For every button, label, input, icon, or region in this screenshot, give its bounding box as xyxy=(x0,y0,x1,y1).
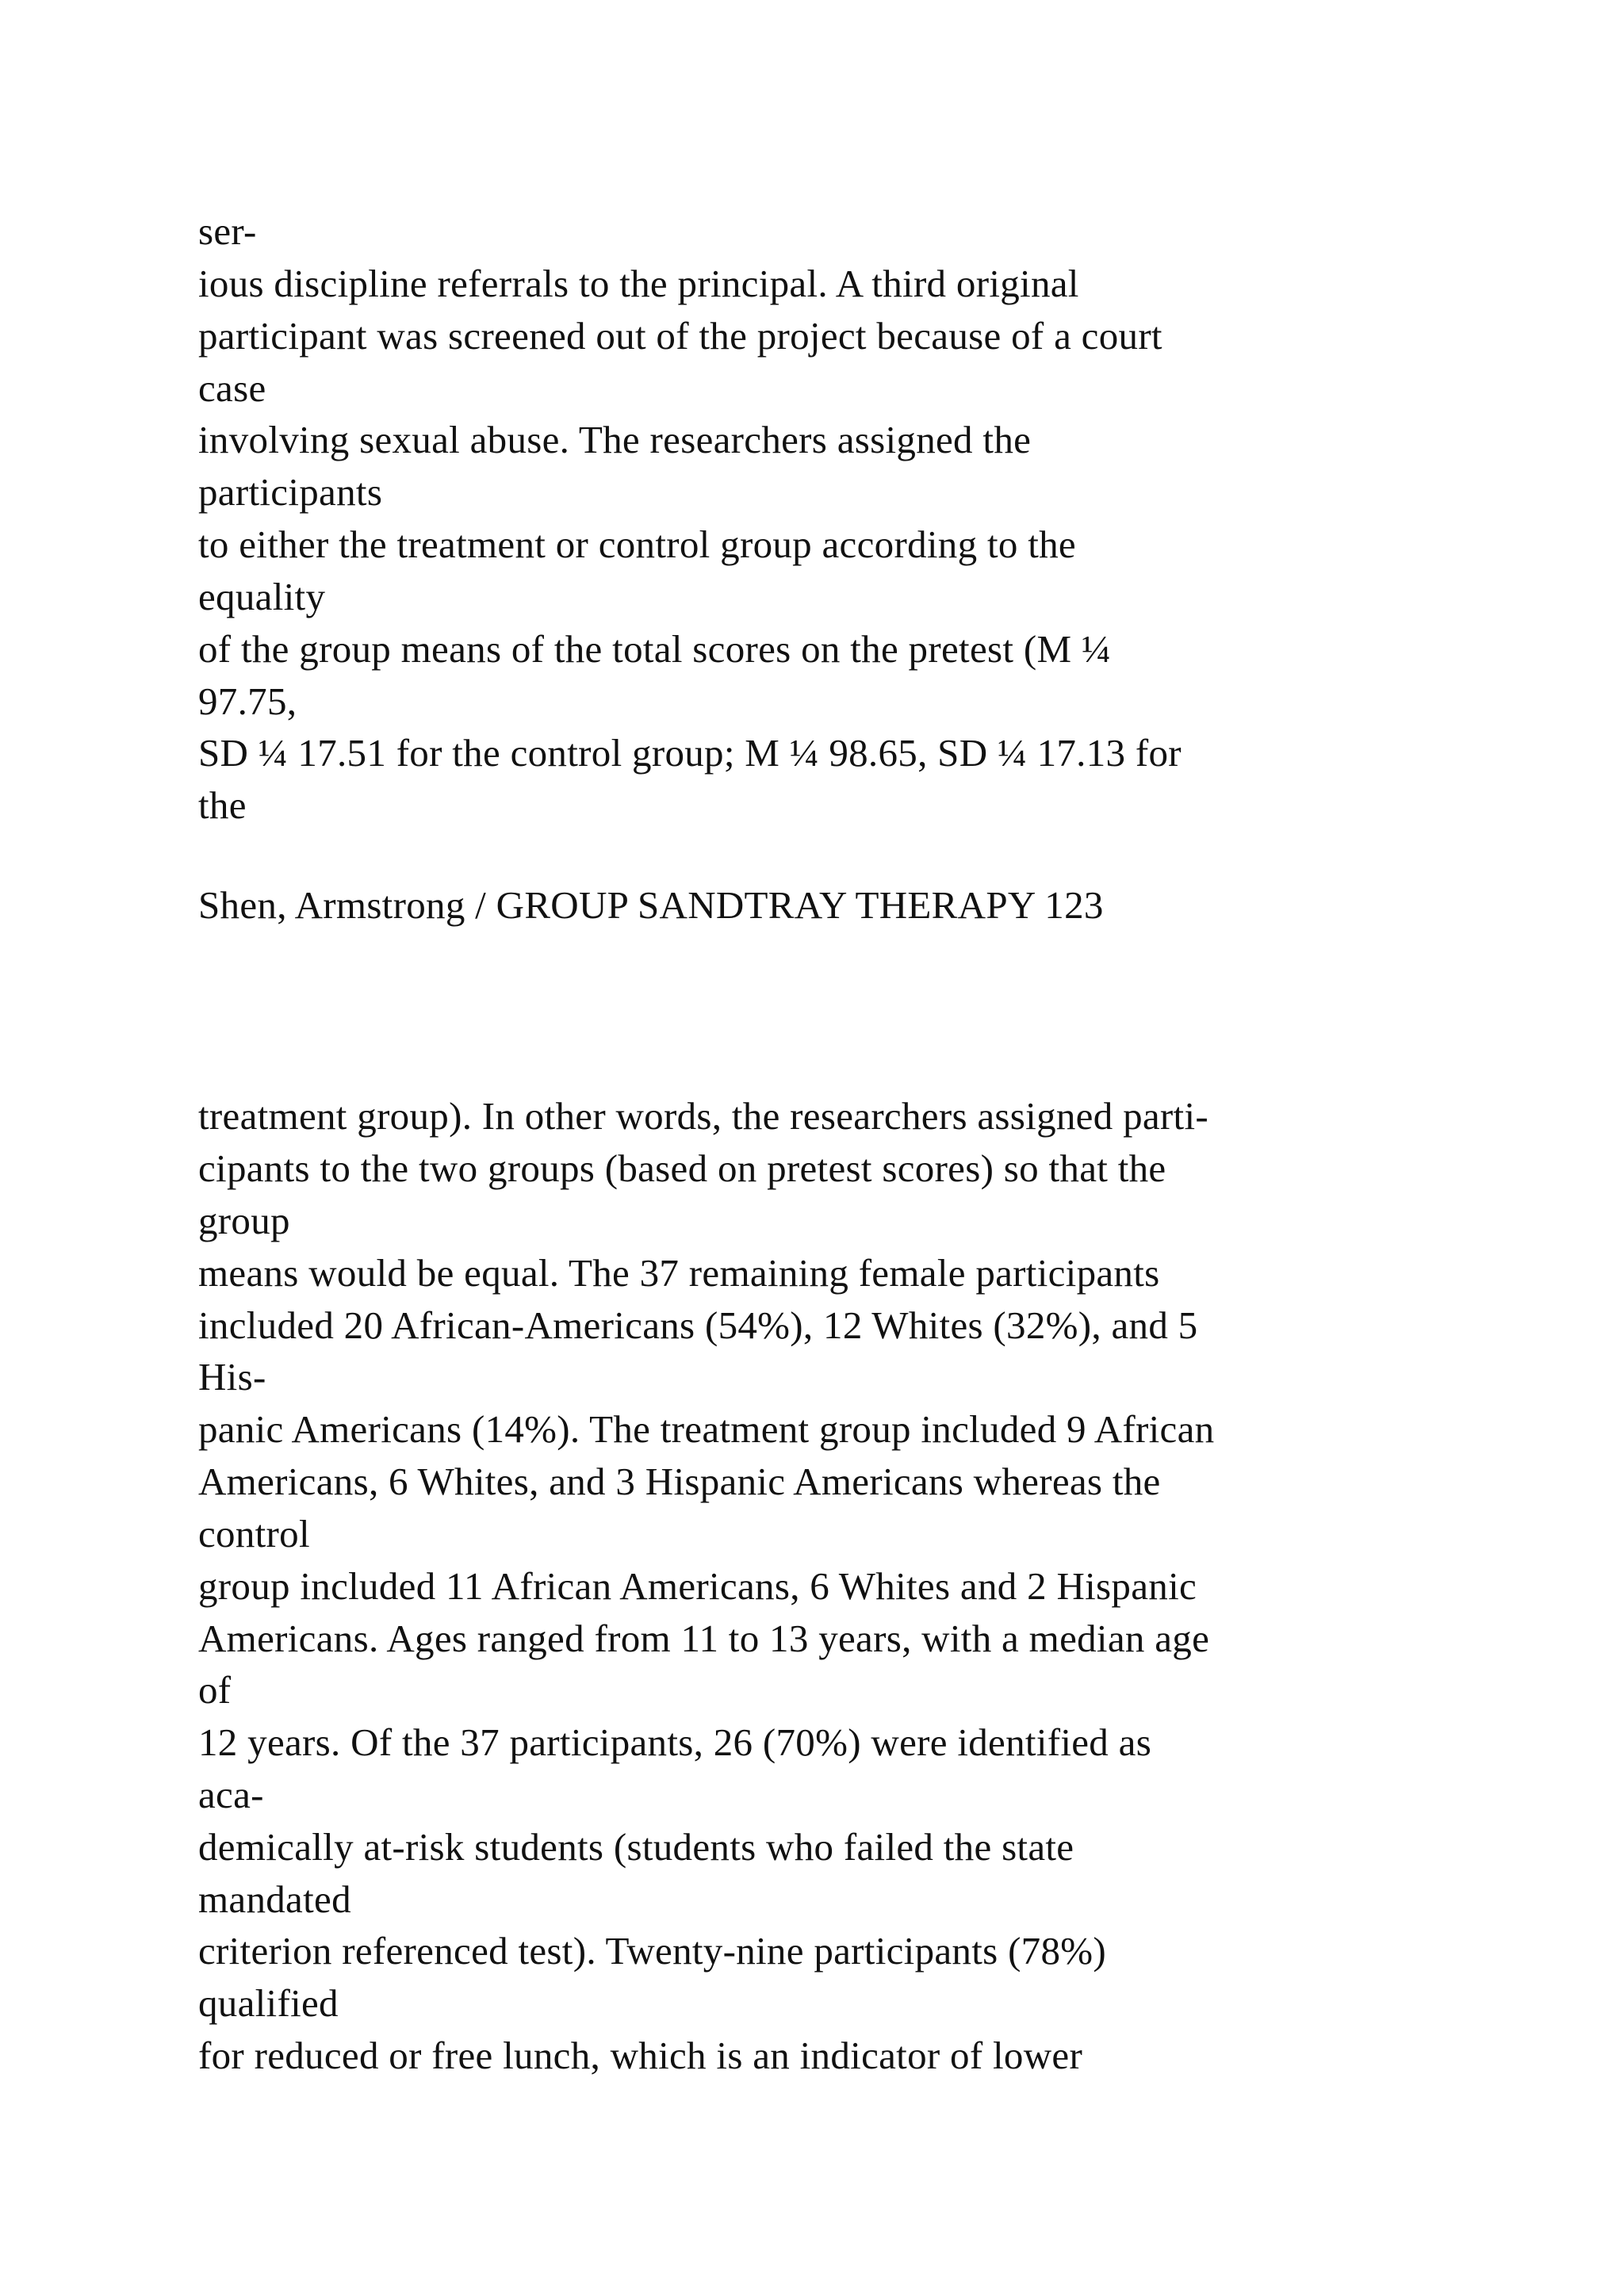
text-line: criterion referenced test). Twenty-nine participants (78%) xyxy=(198,1929,1107,1973)
text-line: Americans. Ages ranged from 11 to 13 years, with a median age xyxy=(198,1617,1210,1660)
text-line: aca- xyxy=(198,1773,264,1816)
text-line: equality xyxy=(198,575,326,618)
text-line: involving sexual abuse. The researchers assigned the xyxy=(198,418,1032,461)
text-line: demically at-risk students (students who failed the state xyxy=(198,1825,1074,1869)
text-line: of the group means of the total scores on the pretest (M ¼ xyxy=(198,627,1111,671)
text-line: treatment group). In other words, the researchers assigned parti- xyxy=(198,1094,1208,1138)
text-line: participant was screened out of the project because of a court xyxy=(198,314,1162,358)
text-line: ious discipline referrals to the principal. A third original xyxy=(198,262,1079,305)
text-line: group xyxy=(198,1199,290,1242)
text-line: panic Americans (14%). The treatment group included 9 African xyxy=(198,1407,1215,1451)
text-line: 97.75, xyxy=(198,679,297,723)
text-line: included 20 African-Americans (54%), 12 Whites (32%), and 5 xyxy=(198,1303,1198,1347)
text-line: ser- xyxy=(198,209,257,253)
text-line: His- xyxy=(198,1355,266,1399)
text-line: qualified xyxy=(198,1981,339,2025)
text-line: to either the treatment or control group according to the xyxy=(198,522,1076,566)
text-line: 12 years. Of the 37 participants, 26 (70%) were identified as xyxy=(198,1720,1152,1764)
text-line: the xyxy=(198,783,247,827)
text-line: cipants to the two groups (based on pretest scores) so that the xyxy=(198,1146,1166,1190)
text-line: participants xyxy=(198,470,383,514)
text-line: means would be equal. The 37 remaining female participants xyxy=(198,1251,1160,1295)
text-line: of xyxy=(198,1668,232,1712)
text-line: Americans, 6 Whites, and 3 Hispanic Americans whereas the xyxy=(198,1460,1161,1503)
text-line: SD ¼ 17.51 for the control group; M ¼ 98.65, SD ¼ 17.13 for xyxy=(198,731,1182,775)
text-line: for reduced or free lunch, which is an indicator of lower xyxy=(198,2034,1083,2077)
text-line: mandated xyxy=(198,1877,351,1921)
text-line: group included 11 African Americans, 6 Whites and 2 Hispanic xyxy=(198,1564,1197,1608)
running-footer: Shen, Armstrong / GROUP SANDTRAY THERAPY 123 xyxy=(198,883,1104,927)
text-line: control xyxy=(198,1512,310,1556)
text-line: case xyxy=(198,366,266,410)
